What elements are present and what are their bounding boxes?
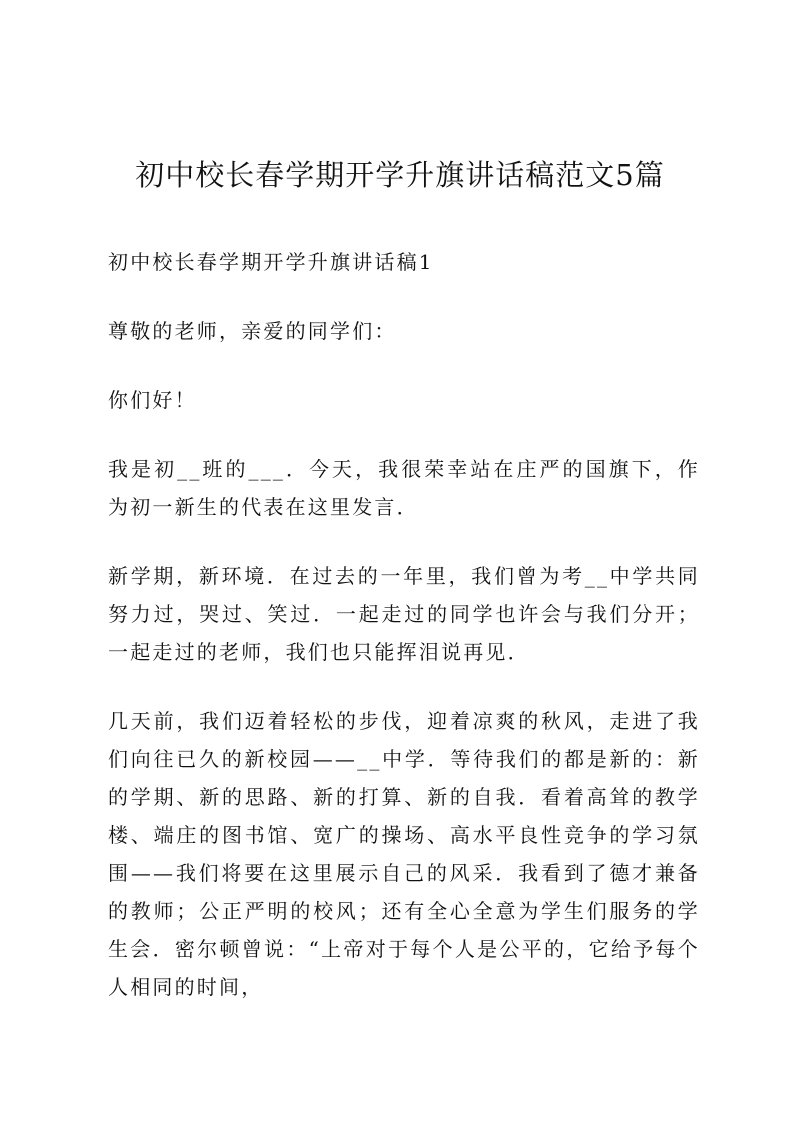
document-body: [108, 243, 700, 1037]
salutation-paragraph: 尊敬的老师，亲爱的同学们：: [108, 319, 397, 343]
body-paragraph: 我是初__班的___．今天，我很荣幸站在庄严的国旗下，作为初一新生的代表在这里发言．: [108, 457, 700, 519]
document-title: 初中校长春学期开学升旗讲话稿范文5篇: [135, 158, 665, 192]
body-paragraph: 几天前，我们迈着轻松的步伐，迎着凉爽的秋风，走进了我们向往已久的新校园——__中学．等待我们的都是新的：新的学期、新的思路、新的打算、新的自我．看着高耸的教学楼、端庄的图书馆、宽广的操场、高水平良性竞争的学习氛围——我们将要在这里展示自己的风采．我看到了德才兼备的教师；公正严明的校风；还有全心全意为学生们服务的学生会．密尔顿曾说：“上帝对于每个人是公平的，它给予每个人相同的时间，: [108, 709, 700, 999]
subtitle-paragraph: 初中校长春学期开学升旗讲话稿1: [108, 250, 434, 274]
body-paragraph: 新学期，新环境．在过去的一年里，我们曾为考__中学共同努力过，哭过、笑过．一起走过的同学也许会与我们分开；一起走过的老师，我们也只能挥泪说再见．: [108, 564, 700, 664]
greeting-paragraph: 你们好！: [108, 388, 197, 412]
